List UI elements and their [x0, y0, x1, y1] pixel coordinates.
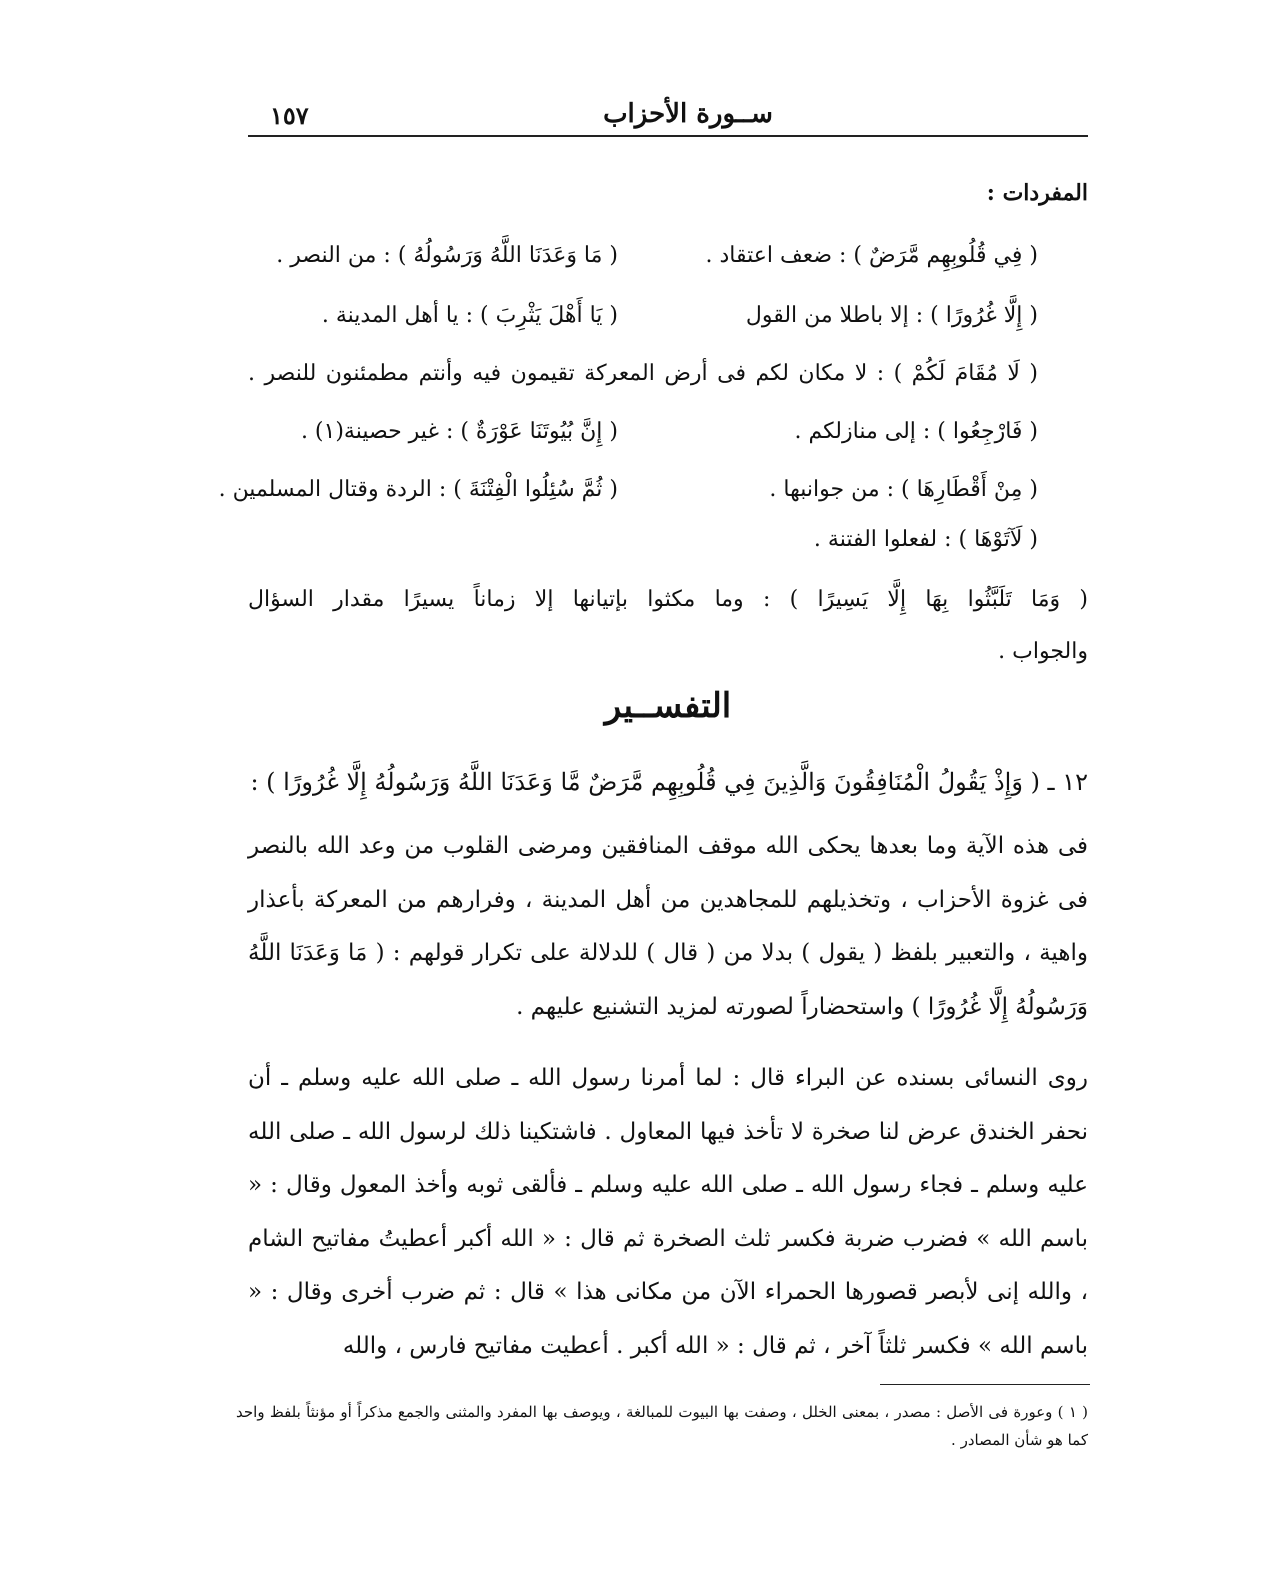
- vocab-line: [248, 632, 1088, 672]
- page-header: [248, 95, 1088, 137]
- vocab-line: [218, 470, 1038, 510]
- vocab-entry: ( وَمَا تَلَبَّثُوا بِهَا إِلَّا يَسِيرًا ) : وما مكثوا بإتيانها إلا زماناً يسيرًا مقدار السؤال: [248, 587, 1088, 612]
- vocab-entry: ( فِي قُلُوبِهِم مَّرَضٌ ) : ضعف اعتقاد .: [705, 243, 1038, 268]
- vocab-entry: ( إِلَّا غُرُورًا ) : إلا باطلا من القول: [745, 303, 1038, 328]
- commentary-paragraph: روى النسائى بسنده عن البراء قال : لما أمرنا رسول الله ـ صلى الله عليه وسلم ـ أن نحفر الخندق عرض لنا صخرة لا تأخذ فيها المعاول . فاشتكينا ذلك لرسول الله ـ صلى الله عليه وسلم ـ فجاء رسول الله ـ صلى الله عليه وسلم ـ فألقى ثوبه وأخذ المعول وقال : « باسم الله » فضرب ضربة فكسر ثلث الصخرة ثم قال : « الله أكبر أعطيتُ مفاتيح الشام ، والله إنى لأبصر قصورها الحمراء الآن من مكانى هذا » قال : ثم ضرب أخرى وقال : « باسم الله » فكسر ثلثاً آخر ، ثم قال : « الله أكبر . أعطيت مفاتيح فارس ، والله: [248, 1065, 1088, 1359]
- vocab-line: [248, 296, 1038, 336]
- vocab-entry: ( إِنَّ بُيُوتَنَا عَوْرَةٌ ) : غير حصينة(١) .: [300, 419, 618, 444]
- section-title: التفســير: [604, 686, 732, 726]
- commentary-paragraph: فى هذه الآية وما بعدها يحكى الله موقف المنافقين ومرضى القلوب من وعد الله بالنصر فى غزوة الأحزاب ، وتخذيلهم للمجاهدين من أهل المدينة ، وفرارهم من المعركة بأعذار واهية ، والتعبير بلفظ ( يقول ) بدلا من ( قال ) للدلالة على تكرار قولهم : ( مَا وَعَدَنَا اللَّهُ وَرَسُولُهُ إِلَّا غُرُورًا ) واستحضاراً لصورته لمزيد التشنيع عليهم .: [248, 833, 1088, 1020]
- vocab-line: [248, 412, 1038, 452]
- verse-heading: ١٢ ـ ( وَإِذْ يَقُولُ الْمُنَافِقُونَ وَالَّذِينَ فِي قُلُوبِهِم مَّرَضٌ مَّا وَعَدَنَا اللَّهُ وَرَسُولُهُ إِلَّا غُرُورًا ) :: [250, 768, 1088, 796]
- vocab-entry: ( ثُمَّ سُئِلُوا الْفِتْنَةَ ) : الردة وقتال المسلمين .: [218, 477, 618, 502]
- vocab-entry: ( لَا مُقَامَ لَكُمْ ) : لا مكان لكم فى أرض المعركة تقيمون فيه وأنتم مطمئنون للنصر .: [248, 361, 1038, 386]
- page-number: ١٥٧: [270, 101, 309, 130]
- vocab-entry: ( مِنْ أَقْطَارِهَا ) : من جوانبها .: [769, 477, 1038, 502]
- footnote: ( ١ ) وعورة فى الأصل : مصدر ، بمعنى الخلل ، وصفت بها البيوت للمبالغة ، ويوصف بها المفرد والمثنى والجمع مذكراً أو مؤنثاً بلفظ واحد كما هو شأن المصادر .: [236, 1403, 1089, 1449]
- vocab-line: [248, 520, 1038, 560]
- vocab-entry: ( لَآتَوْهَا ) : لفعلوا الفتنة .: [813, 527, 1038, 552]
- vocab-entry: ( فَارْجِعُوا ) : إلى منازلكم .: [794, 419, 1038, 444]
- vocab-entry: ( مَا وَعَدَنَا اللَّهُ وَرَسُولُهُ ) : من النصر .: [276, 243, 618, 268]
- vocabulary-heading: المفردات :: [986, 180, 1088, 206]
- vocab-line: [248, 236, 1038, 276]
- vocab-entry-continuation: والجواب .: [998, 639, 1088, 664]
- vocab-entry: ( يَا أَهْلَ يَثْرِبَ ) : يا أهل المدينة .: [321, 303, 618, 328]
- vocab-line: [248, 354, 1038, 394]
- vocab-line: [248, 580, 1088, 620]
- running-title: ســورة الأحزاب: [603, 99, 773, 129]
- footnote-divider: [880, 1384, 1090, 1385]
